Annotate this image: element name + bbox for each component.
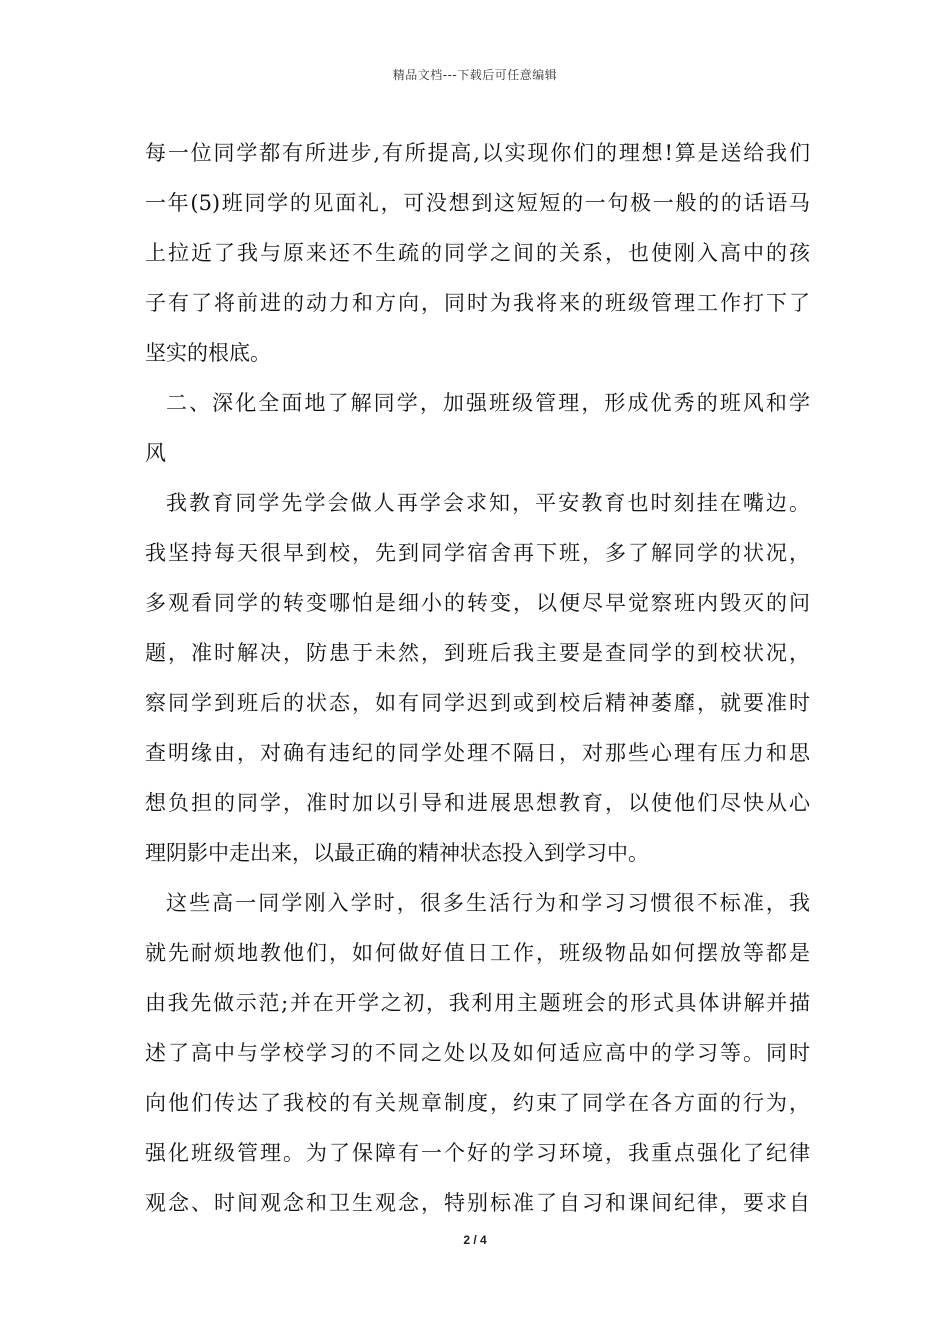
text-line: 这些高一同学刚入学时，很多生活行为和学习习惯很不标准，我 xyxy=(166,891,810,915)
text-line: 我坚持每天很早到校，先到同学宿舍再下班，多了解同学的状况， xyxy=(145,541,810,565)
text-line: 述了高中与学校学习的不同之处以及如何适应高中的学习等。同时 xyxy=(145,1041,810,1065)
paragraph-3 xyxy=(145,878,810,1228)
paragraph-2 xyxy=(145,478,810,878)
text-line: 多观看同学的转变哪怕是细小的转变，以便尽早觉察班内毁灭的问 xyxy=(145,591,810,615)
page-number: 2 / 4 xyxy=(463,1233,487,1247)
section-heading xyxy=(145,378,810,478)
text-line: 每一位同学都有所进步,有所提高,以实现你们的理想!算是送给我们 xyxy=(145,141,810,165)
text-line: 上拉近了我与原来还不生疏的同学之间的关系，也使刚入高中的孩 xyxy=(145,241,810,265)
text-line: 想负担的同学，准时加以引导和进展思想教育，以使他们尽快从心 xyxy=(145,791,810,815)
text-line: 观念、时间观念和卫生观念，特别标准了自习和课间纪律，要求自 xyxy=(145,1191,810,1215)
text-line: 察同学到班后的状态，如有同学迟到或到校后精神萎靡，就要准时 xyxy=(145,691,810,715)
page-header: 精品文档---下载后可任意编辑 xyxy=(392,68,558,82)
text-line: 我教育同学先学会做人再学会求知，平安教育也时刻挂在嘴边。 xyxy=(166,491,810,515)
text-line: 向他们传达了我校的有关规章制度，约束了同学在各方面的行为， xyxy=(145,1091,810,1115)
text-line: 一年(5)班同学的见面礼，可没想到这短短的一句极一般的的话语马 xyxy=(145,191,810,215)
text-line: 子有了将前进的动力和方向，同时为我将来的班级管理工作打下了 xyxy=(145,291,810,315)
text-line: 就先耐烦地教他们，如何做好值日工作，班级物品如何摆放等都是 xyxy=(145,941,810,965)
text-line: 坚实的根底。 xyxy=(145,341,271,365)
heading-line: 二、深化全面地了解同学，加强班级管理，形成优秀的班风和学 xyxy=(166,391,810,415)
text-line: 查明缘由，对确有违纪的同学处理不隔日，对那些心理有压力和思 xyxy=(145,741,810,765)
text-line: 由我先做示范;并在开学之初，我利用主题班会的形式具体讲解并描 xyxy=(145,991,810,1015)
text-line: 强化班级管理。为了保障有一个好的学习环境，我重点强化了纪律 xyxy=(145,1141,810,1165)
heading-line: 风 xyxy=(145,441,166,465)
paragraph-1 xyxy=(145,128,810,378)
text-line: 题，准时解决，防患于未然，到班后我主要是查同学的到校状况， xyxy=(145,641,810,665)
document-body xyxy=(145,128,810,1228)
text-line: 理阴影中走出来，以最正确的精神状态投入到学习中。 xyxy=(145,841,649,865)
